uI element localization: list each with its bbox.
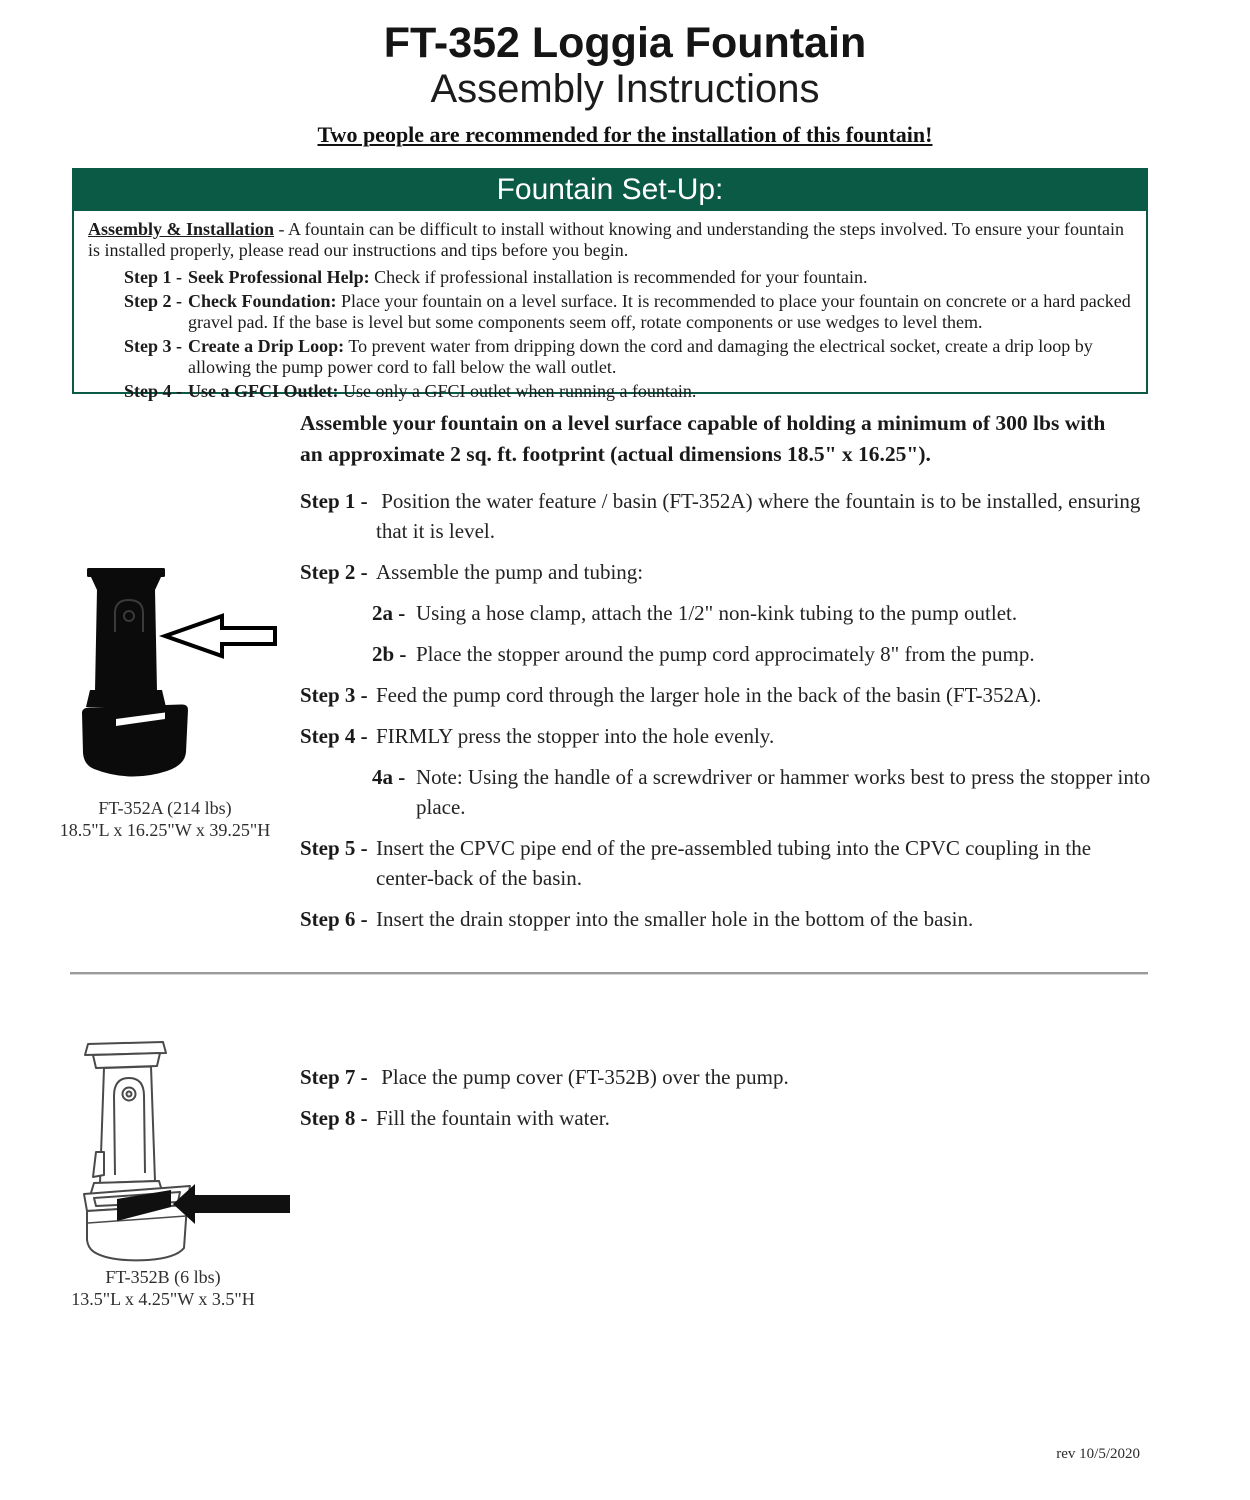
step-text: Position the water feature / basin (FT-352A) where the fountain is to be installed, ensuring that it is level. (376, 489, 1146, 543)
fountain-ft352b-outline-image (70, 1034, 300, 1264)
step-label: Step 1 - (124, 267, 182, 287)
assembly-lead: Assemble your fountain on a level surface capable of holding a minimum of 300 lbs with an approximate 2 sq. ft. footprint (actual dimensions 18.5" x 16.25"). (300, 411, 1106, 466)
step-text: Place the pump cover (FT-352B) over the pump. (376, 1065, 789, 1089)
assembly-substep (372, 762, 1156, 822)
figure-caption-ft352a (30, 797, 300, 841)
left-arrow-solid-icon (173, 1184, 290, 1224)
step-label: Step 4 - (300, 724, 368, 748)
setup-intro-heading: Assembly & Installation (88, 219, 275, 239)
assembly-step (300, 1103, 1152, 1133)
left-arrow-outline-icon (165, 616, 275, 656)
fountain-setup-banner (72, 168, 1148, 211)
step-label: Step 7 - (300, 1065, 368, 1089)
step-label: Step 2 - (300, 560, 368, 584)
caption-dimensions: 13.5"L x 4.25"W x 3.5"H (71, 1289, 255, 1309)
step-topic: Check Foundation: (188, 291, 337, 311)
caption-model: FT-352A (214 lbs) (98, 798, 232, 818)
banner-title: Fountain Set-Up: (496, 172, 724, 206)
step-text: Insert the drain stopper into the smaller hole in the bottom of the basin. (376, 907, 974, 931)
setup-instructions-box (72, 211, 1148, 401)
page-title: FT-352 Loggia Fountain (383, 19, 867, 67)
step-text: Use only a GFCI outlet when running a fountain. (338, 381, 697, 401)
step-label: Step 6 - (300, 907, 368, 931)
substep-text: Note: Using the handle of a screwdriver or hammer works best to press the stopper into place. (416, 765, 1156, 819)
step-text: Insert the CPVC pipe end of the pre-assembled tubing into the CPVC coupling in the center-back of the basin. (376, 836, 1097, 890)
step-text: FIRMLY press the stopper into the hole evenly. (376, 724, 775, 748)
setup-intro-text: - A fountain can be difficult to install without knowing and understanding the steps involved. To ensure your fountain is installed properly, please read our instructions and tips before you begin. (88, 219, 1124, 260)
assembly-step (300, 721, 1152, 751)
step-label: Step 3 - (124, 336, 182, 356)
substep-label: 2a - (372, 601, 406, 625)
caption-model: FT-352B (6 lbs) (105, 1267, 221, 1287)
step-topic: Use a GFCI Outlet: (188, 381, 339, 401)
step-label: Step 5 - (300, 836, 368, 860)
step-label: Step 8 - (300, 1106, 368, 1130)
setup-step-1 (124, 267, 1132, 288)
substep-label: 4a - (372, 765, 406, 789)
step-text: Assemble the pump and tubing: (376, 560, 644, 584)
substep-text: Place the stopper around the pump cord approcimately 8" from the pump. (416, 642, 1035, 666)
two-people-note: Two people are recommended for the installation of this fountain! (317, 122, 933, 147)
step-text: Fill the fountain with water. (376, 1106, 610, 1130)
substep-text: Using a hose clamp, attach the 1/2" non-kink tubing to the pump outlet. (416, 601, 1018, 625)
page-subtitle: Assembly Instructions (430, 67, 820, 111)
step-label: Step 4 - (124, 381, 182, 401)
step-text: Feed the pump cord through the larger hole in the back of the basin (FT-352A). (376, 683, 1042, 707)
revision-date: rev 10/5/2020 (1056, 1446, 1140, 1462)
step-label: Step 3 - (300, 683, 368, 707)
step-text: Check if professional installation is recommended for your fountain. (369, 267, 868, 287)
figure-caption-ft352b (28, 1266, 298, 1310)
section-divider (70, 972, 1148, 975)
step-text: Place your fountain on a level surface. It is recommended to place your fountain on concrete or a hard packed gravel pad. If the base is level but some components seem off, rotate components or use wedges to level them. (188, 291, 1131, 332)
fountain-silhouette (82, 568, 188, 777)
assembly-step (300, 904, 1152, 934)
step-label: Step 1 - (300, 489, 368, 513)
assembly-substep (372, 639, 1152, 669)
step-topic: Seek Professional Help: (188, 267, 370, 287)
setup-step-3 (124, 336, 1132, 378)
setup-intro (88, 219, 1132, 261)
assembly-steps-section-2 (300, 1062, 1152, 1144)
assembly-substep (372, 598, 1152, 628)
assembly-step (300, 1062, 1152, 1092)
assembly-step (300, 486, 1152, 546)
assembly-step (300, 557, 1152, 587)
setup-step-2 (124, 291, 1132, 333)
assembly-step (300, 833, 1152, 893)
assembly-steps-section-1 (300, 408, 1156, 945)
step-label: Step 2 - (124, 291, 182, 311)
assembly-step (300, 680, 1152, 710)
fountain-outline (84, 1042, 190, 1260)
step-topic: Create a Drip Loop: (188, 336, 345, 356)
substep-label: 2b - (372, 642, 407, 666)
fountain-ft352a-silhouette-image (78, 560, 283, 792)
step-text: To prevent water from dripping down the cord and damaging the electrical socket, create a drip loop by allowing the pump power cord to fall below the wall outlet. (188, 336, 1093, 377)
caption-dimensions: 18.5"L x 16.25"W x 39.25"H (59, 820, 271, 840)
setup-step-4 (124, 381, 1132, 402)
